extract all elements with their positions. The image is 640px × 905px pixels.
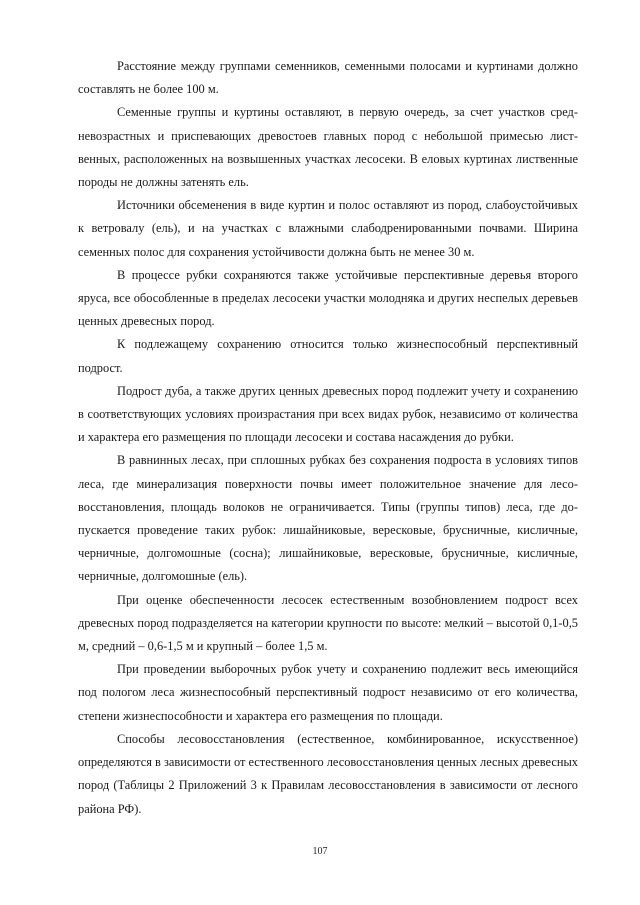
paragraph-size-categories: При оценке обеспеченности лесосек естественным возобновлением подрост всех древесных пород подразделяется на категории крупности по высоте: мелкий – высотой 0,1-0,5 м, средний – 0,6-1,5 м и крупный – более 1,5 м. (78, 592, 578, 654)
paragraph-reforestation-methods: Способы лесовосстановления (естественное, комбинированное, искусственное) определяются в зависимости от естественного лесовосстановления ценных лесных древесных пород (Таблицы 2 Приложений 3 к Правилам лесовосстановления в зависимости от лесного района РФ). (78, 731, 578, 816)
paragraph-second-tier: В процессе рубки сохраняются также устойчивые перспективные деревья второго яруса, все обособленные в пределах лесосеки участки молодняка и других неспелых деревьев ценных древесных пород. (78, 267, 578, 329)
document-body (78, 55, 578, 821)
paragraph-seed-distance: Расстояние между группами семенников, семенными полосами и куртинами должно составлять не более 100 м. (78, 59, 578, 97)
paragraph-plain-forests: В равнинных лесах, при сплошных рубках без сохранения подроста в условиях типов леса, где минерализация поверхности почвы имеет положительное значение для лесовосстановления, площадь волоков не ограничивается. Типы (группы типов) леса, где допускается проведение таких рубок: лишайниковые, вересковые, брусничные, кисличные, черничные, долгомошные (сосна); лишайниковые, вересковые, брусничные, кисличные, черничные, долгомошные (ель). (78, 453, 578, 584)
paragraph-oak-undergrowth: Подрост дуба, а также других ценных древесных пород подлежит учету и сохранению в соответствующих условиях произрастания при всех видах рубок, независимо от количества и характера его размещения по площади лесосеки и состава насаждения до рубки. (78, 383, 578, 445)
paragraph-seed-sources: Источники обсеменения в виде куртин и полос оставляют из пород, слабоустойчивых к ветровалу (ель), и на участках с влажными слабодренированными почвами. Ширина семенных полос для сохранения устойчивости должна быть не менее 30 м. (78, 198, 578, 259)
page-number: 107 (312, 846, 328, 857)
paragraph-viable-undergrowth: К подлежащему сохранению относится только жизнеспособный перспективный подрост. (78, 337, 578, 375)
paragraph-selective-cutting: При проведении выборочных рубок учету и сохранению подлежит весь имеющийся под пологом леса жизнеспособный перспективный подрост независимо от его количества, степени жизнеспособности и характера его размещения по площади. (78, 662, 578, 723)
paragraph-seed-groups: Семенные группы и куртины оставляют, в первую очередь, за счет участков средневозрастных и приспевающих древостоев главных пород с небольшой примесью лиственных, расположенных на возвышенных участках лесосеки. В еловых куртинах лиственные породы не должны затенять ель. (78, 105, 578, 190)
